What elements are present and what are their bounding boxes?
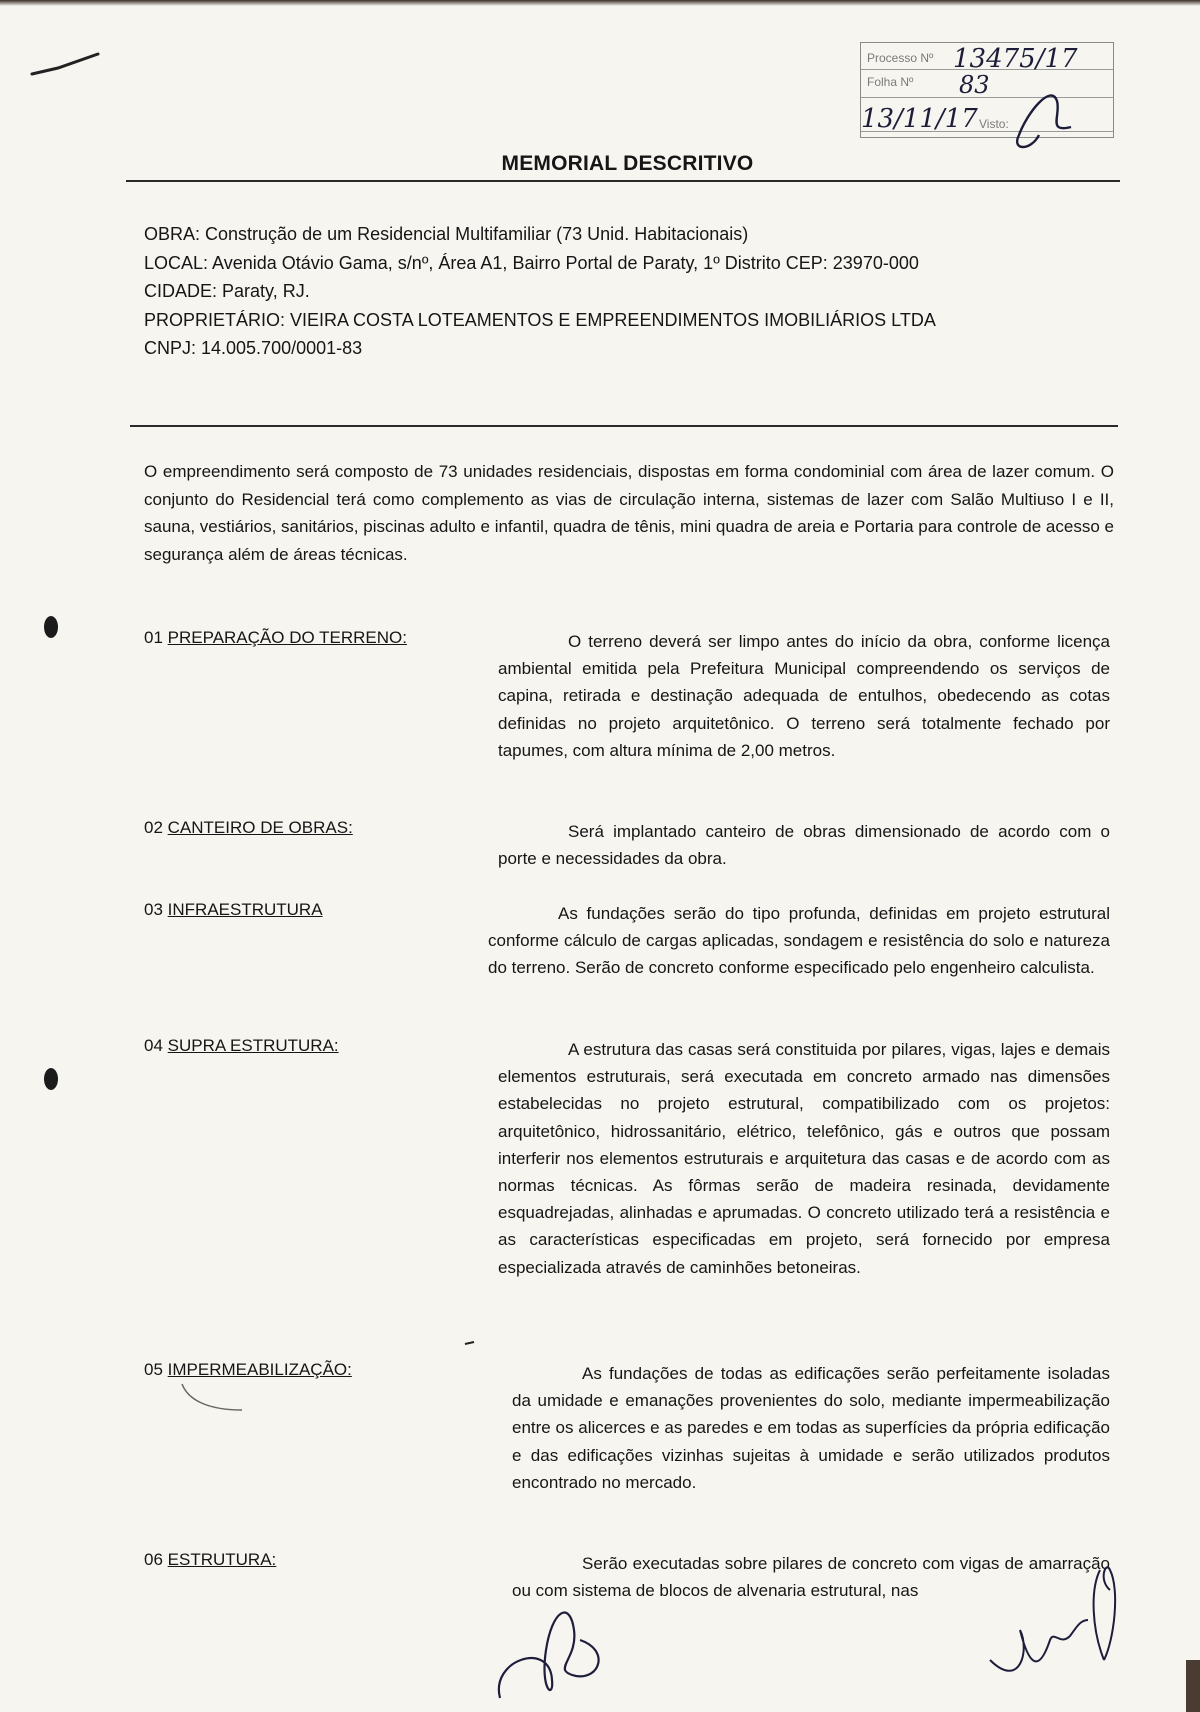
section-heading: 04 SUPRA ESTRUTURA: <box>144 1036 339 1055</box>
intro-paragraph: O empreendimento será composto de 73 unidades residenciais, dispostas em forma condominial com área de lazer comum. O conjunto do Residencial terá como complemento as vias de circulação interna, sistemas de lazer com Salão Multiuso I e II, sauna, vestiários, sanitários, piscinas adulto e infantil, quadra de tênis, mini quadra de areia e Portaria para controle de acesso e segurança além de áreas técnicas. <box>144 462 1114 564</box>
processo-number: 13475/17 <box>953 44 1078 74</box>
proprietario-line: PROPRIETÁRIO: VIEIRA COSTA LOTEAMENTOS E EMPREENDIMENTOS IMOBILIÁRIOS LTDA <box>144 309 936 330</box>
section-heading: 01 PREPARAÇÃO DO TERRENO: <box>144 628 407 647</box>
section-body: As fundações serão do tipo profunda, definidas em projeto estrutural conforme cálculo de cargas aplicadas, sondagem e resistência do solo e natureza do terreno. Serão de concreto conforme especificado pelo engenheiro calculista. <box>488 904 1110 978</box>
cnpj-line: CNPJ: 14.005.700/0001-83 <box>144 338 363 358</box>
section-body: Será implantado canteiro de obras dimensionado de acordo com o porte e necessidades da obra. <box>498 822 1110 869</box>
project-header <box>144 220 936 363</box>
pen-mark <box>28 44 108 84</box>
obra-line: OBRA: Construção de um Residencial Multifamiliar (73 Unid. Habitacionais) <box>144 224 749 244</box>
title-divider <box>126 180 1120 182</box>
pen-mark <box>178 1380 258 1420</box>
stamp-date: 13/11/17 <box>861 104 978 134</box>
punch-hole <box>44 616 58 638</box>
stamp-handwriting <box>861 43 1115 153</box>
pen-mark <box>464 1340 476 1346</box>
section-heading: 05 IMPERMEABILIZAÇÃO: <box>144 1360 352 1379</box>
stamp-folha-label: Folha Nº <box>867 75 914 89</box>
section-body: Serão executadas sobre pilares de concreto com vigas de amarração ou com sistema de blocos de alvenaria estrutural, nas <box>512 1554 1110 1601</box>
punch-hole <box>44 1068 58 1090</box>
stamp-visto-label: Visto: <box>979 117 1009 131</box>
scan-edge <box>1186 1660 1200 1712</box>
section-body: O terreno deverá ser limpo antes do início da obra, conforme licença ambiental emitida pela Prefeitura Municipal compreendendo os serviços de capina, retirada e destinação adequada de entulhos, obedecendo as cotas definidas no projeto arquitetônico. O terreno será totalmente fechado por tapumes, com altura mínima de 2,00 metros. <box>498 632 1110 760</box>
visto-signature <box>1017 95 1071 147</box>
stamp-processo-label: Processo Nº <box>867 51 934 65</box>
section-heading: 03 INFRAESTRUTURA <box>144 900 323 919</box>
protocol-stamp <box>860 42 1114 138</box>
folha-number: 83 <box>959 71 990 99</box>
section-body: As fundações de todas as edificações serão perfeitamente isoladas da umidade e emanações provenientes do solo, mediante impermeabilização entre os alicerces e as paredes e em todas as superfícies da própria edificação e das edificações vizinhas sujeitas à umidade e serão utilizados produtos encontrado no mercado. <box>512 1364 1110 1492</box>
page-title: MEMORIAL DESCRITIVO <box>501 152 754 175</box>
scan-edge <box>0 0 1200 6</box>
section-heading: 02 CANTEIRO DE OBRAS: <box>144 818 353 837</box>
cidade-line: CIDADE: Paraty, RJ. <box>144 281 310 301</box>
local-line: LOCAL: Avenida Otávio Gama, s/nº, Área A1, Bairro Portal de Paraty, 1º Distrito CEP: 23970-000 <box>144 252 919 273</box>
header-divider <box>130 425 1118 427</box>
section-body: A estrutura das casas será constituida por pilares, vigas, lajes e demais elementos estruturais, será executada em concreto armado nas dimensões estabelecidas no projeto estrutural, compatibilizado com os projetos: arquitetônico, hidrossanitário, elétrico, telefônico, gás e outros que possam interferir nos elementos estruturais e arquitetura das casas e de acordo com as normas técnicas. As fôrmas serão de madeira resinada, devidamente esquadrejadas, alinhadas e aprumadas. O concreto utilizado terá a resistência e as características especificadas em projeto, será fornecido por empresa especializada através de caminhões betoneiras. <box>498 1040 1110 1277</box>
signature <box>980 1550 1130 1700</box>
signature <box>490 1580 630 1710</box>
section-heading: 06 ESTRUTURA: <box>144 1550 277 1569</box>
